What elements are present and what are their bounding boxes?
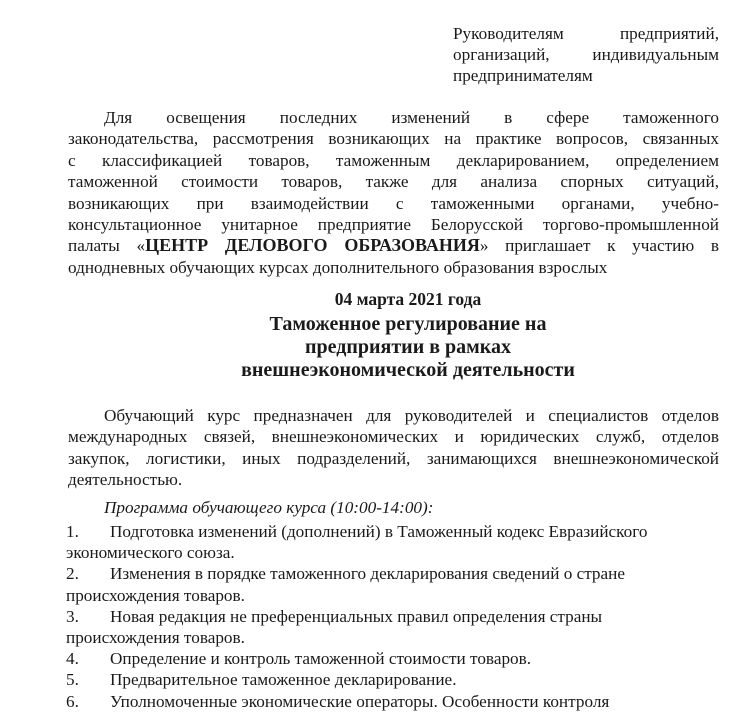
program-item	[66, 691, 746, 712]
intro-line: с классификацией товаров, таможенным декларированием, определением	[68, 150, 719, 170]
item-number: 3.	[66, 606, 79, 626]
item-text: Новая редакция не преференциальных правил определения страны	[110, 606, 603, 626]
intro-line: Для освещения последних изменений в сфере таможенного	[104, 108, 719, 127]
item-number: 1.	[66, 522, 79, 541]
intro-paragraph	[68, 107, 719, 278]
target-audience-paragraph	[68, 405, 719, 491]
addressee-block	[453, 23, 719, 86]
target-line: деятельностью.	[68, 470, 183, 490]
program-item	[66, 606, 746, 648]
program-item	[66, 563, 746, 605]
intro-line: возникающих при взаимодействии с таможенными органами, учебно-	[68, 193, 719, 213]
item-number: 4.	[66, 649, 79, 669]
item-text: Определение и контроль таможенной стоимости товаров.	[110, 649, 532, 669]
intro-line: законодательства, рассмотрения возникающих на практике вопросов, связанных	[68, 129, 719, 149]
target-line: закупок, логистики, иных подразделений, занимающихся внешнеэкономической	[68, 448, 719, 468]
item-number: 5.	[66, 670, 79, 690]
program-list	[66, 521, 746, 712]
item-text-continued: экономического союза.	[66, 543, 235, 563]
course-title-line: Таможенное регулирование на	[269, 313, 547, 335]
intro-line: палаты «ЦЕНТР ДЕЛОВОГО ОБРАЗОВАНИЯ» приглашает к участию в	[68, 235, 719, 256]
addressee-line: предпринимателям	[453, 66, 593, 85]
intro-line: консультационное унитарное предприятие Белорусской торгово-промышленной	[68, 215, 719, 235]
item-text: Изменения в порядке таможенного декларирования сведений о стране	[110, 564, 625, 584]
item-text: Подготовка изменений (дополнений) в Таможенный кодекс Евразийского	[110, 522, 648, 541]
item-text-continued: происхождения товаров.	[66, 585, 245, 605]
organization-name: ЦЕНТР ДЕЛОВОГО ОБРАЗОВАНИЯ	[145, 235, 480, 256]
intro-line: однодневных обучающих курсах дополнительного образования взрослых	[68, 257, 608, 277]
item-text-continued: происхождения товаров.	[66, 628, 245, 648]
course-title-line: внешнеэкономической деятельности	[241, 359, 575, 381]
course-title-line: предприятии в рамках	[304, 336, 511, 358]
addressee-line: Руководителям предприятий,	[453, 24, 719, 43]
event-date: 04 марта 2021 года	[334, 289, 482, 309]
item-number: 2.	[66, 564, 79, 584]
target-line: международных связей, внешнеэкономических и юридических служб, отделов	[68, 427, 719, 447]
addressee-line: организаций, индивидуальным	[453, 45, 719, 64]
intro-line: таможенной стоимости товаров, также для анализа спорных ситуаций,	[68, 172, 719, 192]
program-item	[66, 669, 746, 690]
item-text: Предварительное таможенное декларирование.	[110, 670, 457, 690]
item-number: 6.	[66, 691, 79, 711]
program-item	[66, 521, 746, 563]
program-item	[66, 648, 746, 669]
program-heading: Программа обучающего курса (10:00-14:00):	[104, 498, 434, 517]
course-title	[0, 313, 750, 382]
target-line: Обучающий курс предназначен для руководителей и специалистов отделов	[104, 406, 719, 425]
item-text: Уполномоченные экономические операторы. Особенности контроля	[110, 691, 610, 711]
